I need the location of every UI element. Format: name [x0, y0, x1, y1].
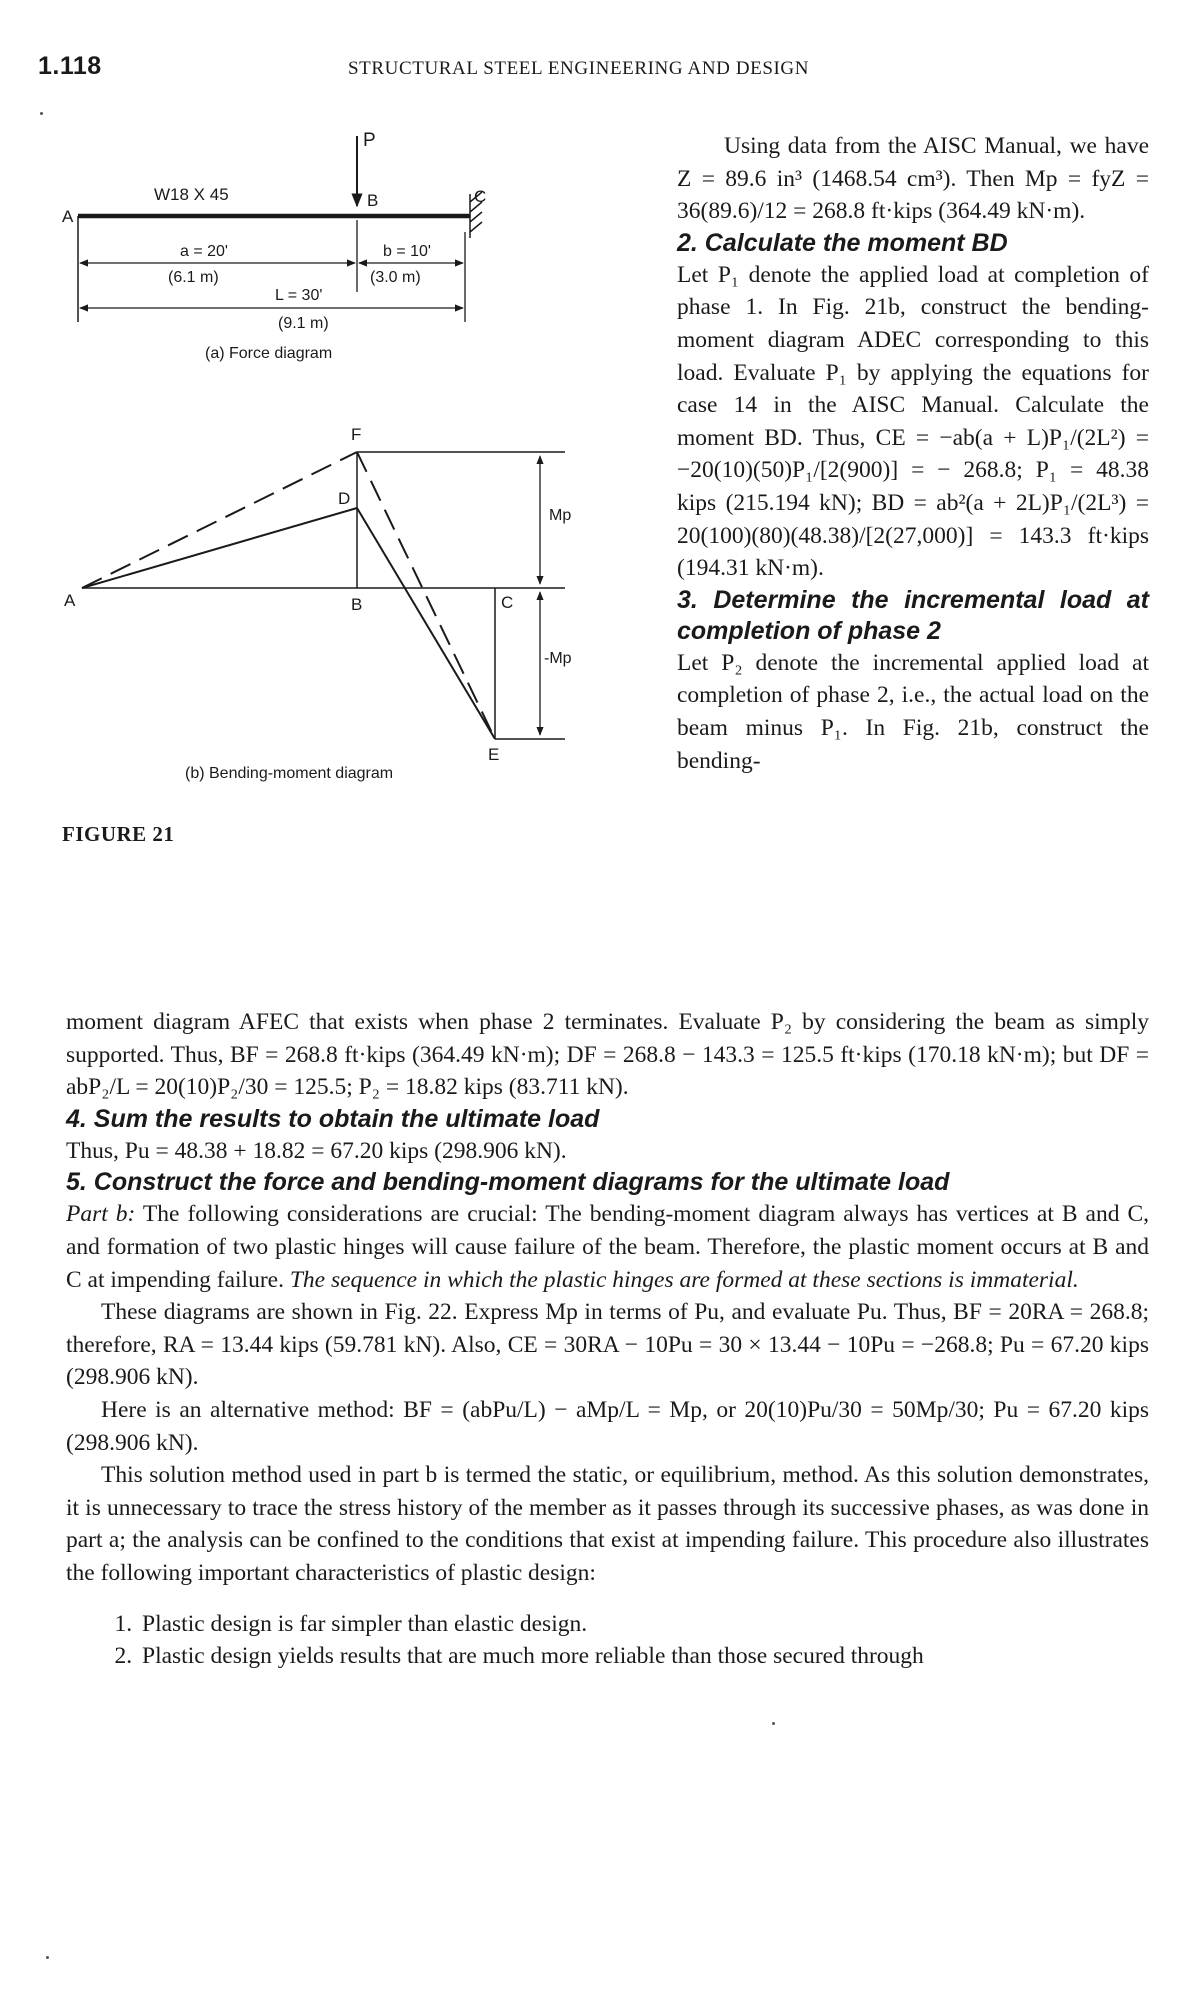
scan-speck	[46, 1956, 49, 1959]
scan-speck	[772, 1722, 775, 1725]
bmd-line-ad	[82, 508, 357, 588]
label-dim-l-metric: (9.1 m)	[278, 315, 329, 332]
label-c-moment: C	[501, 593, 514, 612]
static-method-paragraph: This solution method used in part b is termed the static, or equilibrium, method. As this solution demonstrates, it is unnecessary to trace the stress history of the member as it passes through its successive phases, as was done in part a; the analysis can be confined to the conditions that exist at impending failure. This procedure also illustrates the following important characteristics of plastic design:	[66, 1462, 1149, 1586]
bmd-line-fe	[357, 452, 495, 739]
caption-moment-diagram: (b) Bending-moment diagram	[185, 765, 394, 782]
part-b-italic: The sequence in which the plastic hinges are formed at these sections is immaterial.	[289, 1266, 1079, 1293]
step2-heading: 2. Calculate the moment BD	[677, 228, 1008, 257]
step5-heading: 5. Construct the force and bending-moment diagrams for the ultimate load	[66, 1168, 950, 1197]
label-neg-mp: -Mp	[544, 650, 572, 667]
label-mp: Mp	[549, 507, 572, 524]
step3-text-continued: moment diagram AFEC that exists when phase 2 terminates. Evaluate P₂ by considering the beam as simply supported. Thus, BF = 268.8 ft·kips (364.49 kN·m); DF = 268.8 − 143.3 = 125.5 ft·kips (170.18 kN·m); but DF = abP₂/L = 20(10)P₂/30 = 125.5; P₂ = 18.82 kips (83.711 kN).	[66, 1009, 1149, 1101]
bmd-line-de	[357, 508, 495, 739]
step4-text: Thus, Pu = 48.38 + 18.82 = 67.20 kips (298.906 kN).	[66, 1137, 567, 1164]
scan-speck	[40, 112, 43, 115]
label-b-force: B	[367, 191, 379, 210]
label-a-moment: A	[64, 591, 76, 610]
figure-21	[62, 122, 630, 832]
page-number: 1.118	[38, 52, 102, 80]
figure-21-drawing	[62, 122, 630, 832]
label-dim-b-metric: (3.0 m)	[370, 269, 421, 286]
label-load-p: P	[363, 130, 376, 151]
list-item: 2. Plastic design yields results that are much more reliable than those secured through	[138, 1640, 1149, 1673]
right-column	[677, 130, 1149, 777]
label-b-moment: B	[351, 595, 363, 614]
step3-heading: 3. Determine the incremental load at completion of phase 2	[677, 585, 1149, 645]
part-b-paragraph	[66, 1198, 1149, 1296]
label-d: D	[338, 489, 351, 508]
part-b-label: Part b:	[66, 1201, 136, 1228]
full-width-text	[66, 1006, 1149, 1673]
part-b-text: The following considerations are crucial: The bending-moment diagram always has vertices at B and C, and formation of two plastic hinges will cause failure of the beam. Therefore, the plastic moment occurs at B and C at impending failure.	[66, 1201, 1150, 1293]
caption-force-diagram: (a) Force diagram	[205, 345, 333, 362]
label-c-force: C	[474, 187, 487, 206]
alternative-paragraph: Here is an alternative method: BF = (abPu/L) − aMp/L = Mp, or 20(10)Pu/30 = 50Mp/30; Pu = 67.20 kips (298.906 kN).	[66, 1396, 1149, 1456]
express-paragraph: These diagrams are shown in Fig. 22. Express Mp in terms of Pu, and evaluate Pu. Thus, BF = 20RA = 268.8; therefore, RA = 13.44 kips (59.781 kN). Also, CE = 30RA − 10Pu = 30 × 13.44 − 10Pu = −268.8; Pu = 67.20 kips (298.906 kN).	[66, 1299, 1149, 1391]
figure-label: FIGURE 21	[62, 822, 175, 846]
list-item: 1. Plastic design is far simpler than elastic design.	[138, 1608, 1149, 1641]
intro-paragraph: Using data from the AISC Manual, we have Z = 89.6 in³ (1468.54 cm³). Then Mp = fyZ = 36(89.6)/12 = 268.8 ft·kips (364.49 kN·m).	[677, 133, 1149, 225]
step4-heading: 4. Sum the results to obtain the ultimate load	[66, 1104, 600, 1133]
characteristics-list	[66, 1608, 1149, 1673]
label-dim-l: L = 30'	[275, 287, 323, 304]
step3-text-column: Let P₂ denote the incremental applied load at completion of phase 2, i.e., the actual load on the beam minus P₁. In Fig. 21b, construct the bending-	[677, 649, 1149, 774]
label-dim-a: a = 20'	[180, 243, 228, 260]
label-f: F	[351, 425, 362, 444]
label-beam-section: W18 X 45	[154, 185, 229, 204]
label-e: E	[488, 745, 500, 764]
running-title: STRUCTURAL STEEL ENGINEERING AND DESIGN	[348, 58, 810, 79]
label-a-force: A	[62, 207, 74, 226]
step2-text: Let P₁ denote the applied load at completion of phase 1. In Fig. 21b, construct the bending-moment diagram ADEC corresponding to this load. Evaluate P₁ by applying the equations for case 14 in the AISC Manual. Calculate the moment BD. Thus, CE = −ab(a + L)P₁/(2L²) = −20(10)(50)P₁/[2(900)] = − 268.8; P₁ = 48.38 kips (215.194 kN); BD = ab²(a + 2L)P₁/(2L³) = 20(100)(80)(48.38)/[2(27,000)] = 143.3 ft·kips (194.31 kN·m).	[677, 261, 1149, 582]
label-dim-a-metric: (6.1 m)	[168, 269, 219, 286]
label-dim-b: b = 10'	[383, 243, 431, 260]
